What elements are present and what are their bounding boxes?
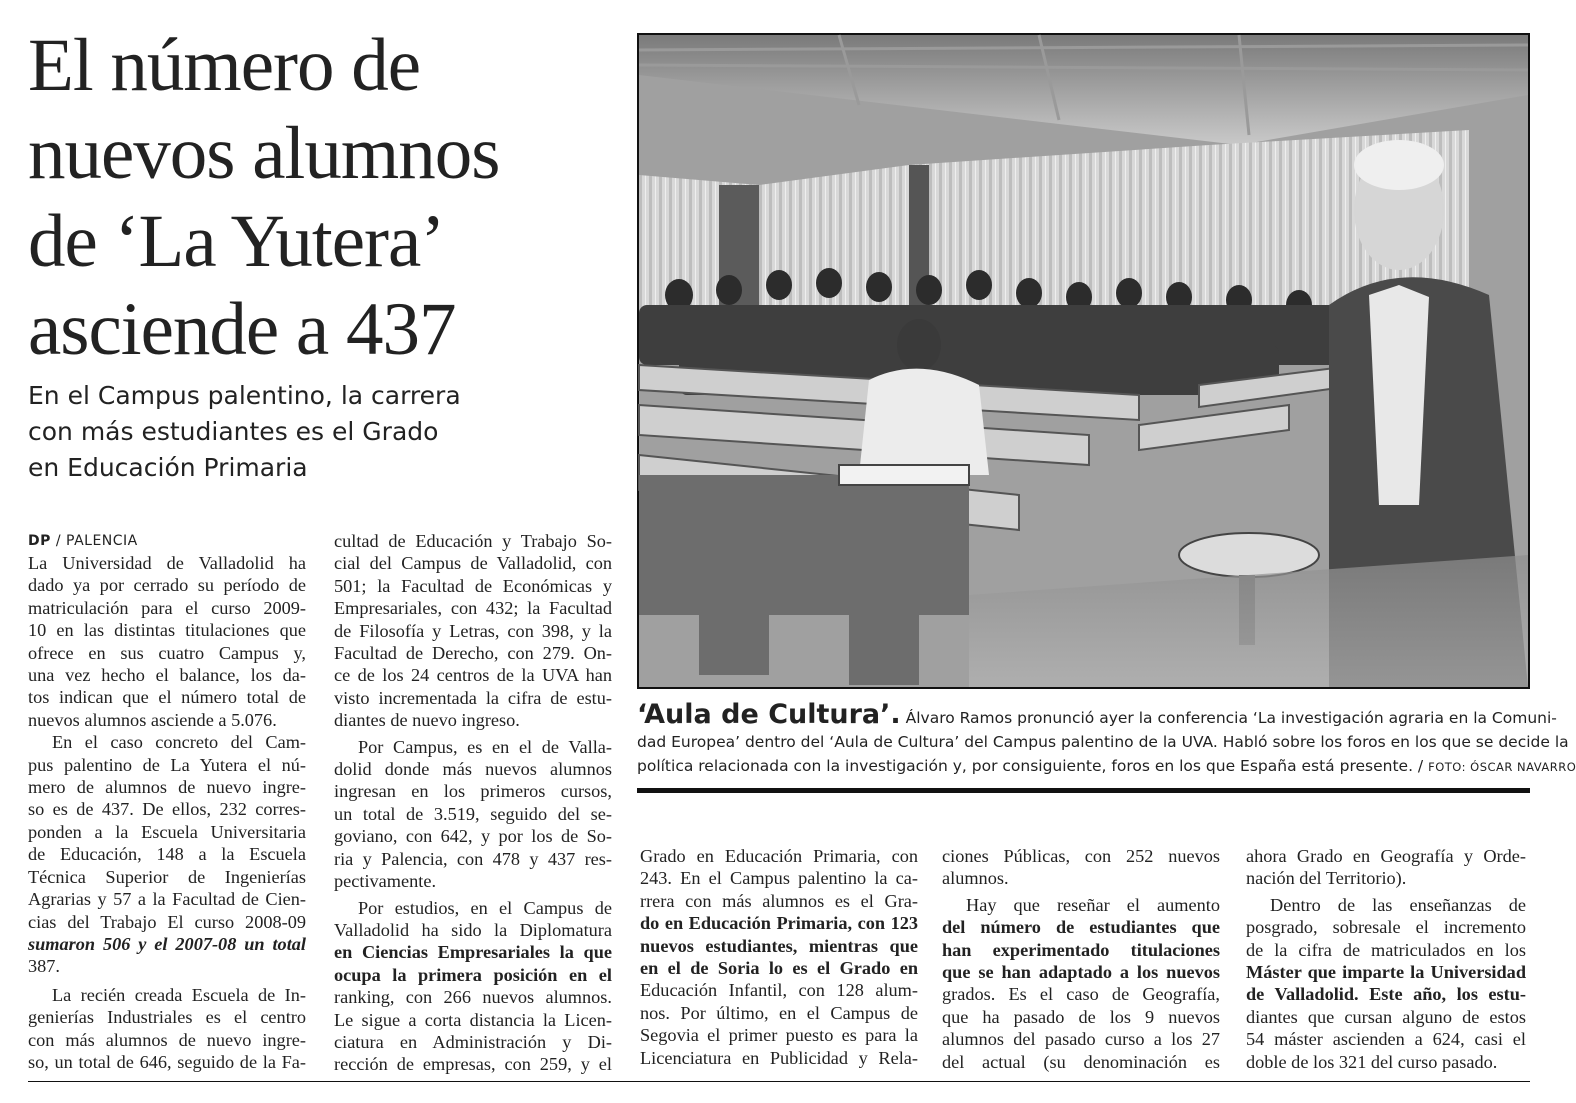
headline-line: de ‘La Yutera’ [28, 200, 445, 283]
byline [28, 530, 306, 552]
text-line: grados. Es el caso de Geografía, [942, 984, 1220, 1005]
article-column-4 [942, 845, 1220, 1073]
headline-line: asciende a 437 [28, 288, 456, 371]
text-line: La recién creada Escuela de In- [52, 984, 306, 1005]
text-line: un total de 3.519, seguido del se- [334, 803, 612, 824]
text-line: dolid donde más nuevos alumnos [334, 759, 612, 780]
text-line: posgrado, sobresale el incremento [1246, 917, 1526, 938]
subheadline-line: En el Campus palentino, la carrera [28, 381, 461, 410]
text-line: Técnica Superior de Ingenierías [28, 866, 306, 887]
text-line: La Universidad de Valladolid ha [28, 553, 306, 573]
text-line: nuevos alumnos asciende a 5.076. [28, 709, 277, 730]
text-line: so es de 437. De ellos, 232 corres- [28, 799, 306, 820]
text-line: visto incrementada la cifra de estu- [334, 687, 612, 708]
text-line: del número de estudiantes que [942, 917, 1220, 938]
text-line: Le sigue a corta distancia la Licen- [334, 1009, 612, 1030]
text-line: han experimentado titulaciones [942, 939, 1220, 960]
text-line: Educación Infantil, con 128 alum- [640, 980, 918, 1001]
text-line: doble de los 321 del curso pasado. [1246, 1051, 1498, 1072]
caption-divider [637, 788, 1530, 793]
text-line: del actual (su denominación es [942, 1051, 1220, 1072]
text-line: ofrece en sus cuatro Campus y, [28, 642, 306, 663]
text-line: una vez hecho el balance, los da- [28, 665, 306, 686]
text-line: ce de los 24 centros de la UVA han [334, 665, 612, 686]
text-line: Facultad de Derecho, con 279. On- [334, 643, 612, 664]
text-line: que ha pasado de los 9 nuevos [942, 1006, 1220, 1027]
text-line: cial del Campus de Valladolid, con [334, 553, 612, 574]
text-line: so, un total de 646, seguido de la Fa- [28, 1051, 306, 1072]
text-line: ciones Públicas, con 252 nuevos [942, 846, 1220, 866]
text-line: 10 en las distintas titulaciones que [28, 620, 306, 641]
text-line: Grado en Educación Primaria, con [640, 846, 918, 866]
subheadline [28, 378, 628, 486]
subheadline-line: con más estudiantes es el Grado [28, 417, 439, 446]
text-line: cias del Trabajo El curso 2008-09 [28, 911, 306, 932]
text-line: ciatura en Administración y Di- [334, 1031, 612, 1052]
text-line: Segovia el primer puesto es para la [640, 1025, 918, 1046]
text-line: cultad de Educación y Trabajo So- [334, 531, 612, 551]
text-line: Dentro de las enseñanzas de [1270, 894, 1526, 915]
text-line: 243. En el Campus palentino la ca- [640, 868, 918, 889]
caption-text: Álvaro Ramos pronunció ayer la conferencia ‘La investigación agraria en la Comuni- [905, 709, 1557, 727]
byline-agency: DP [28, 533, 51, 549]
text-line: de Educación, 148 a la Escuela [28, 844, 306, 865]
headline [28, 22, 628, 374]
text-line: 54 máster ascienden a 624, casi el [1246, 1029, 1526, 1050]
classroom-photo-illustration [639, 35, 1528, 687]
caption-text: política relacionada con la investigación y, por consiguiente, foros en los que España está presente. [637, 757, 1413, 775]
text-line: diantes de nuevo ingreso. [334, 710, 520, 731]
text-line: sumaron 506 y el 2007-08 un total [28, 933, 306, 954]
text-line: Por Campus, es en el de Valla- [358, 736, 612, 757]
article-column-2 [334, 530, 612, 1076]
text-line: Agrarias y 57 a la Facultad de Cien- [28, 889, 306, 910]
text-line: ingresan en los primeros cursos, [334, 781, 612, 802]
photo-caption [637, 699, 1576, 779]
byline-separator: / [50, 533, 67, 549]
text-line: Valladolid ha sido la Diplomatura [334, 919, 612, 940]
text-line: ahora Grado en Geografía y Orde- [1246, 846, 1526, 866]
text-line: que se han adaptado a los nuevos [942, 962, 1220, 983]
text-line: en el de Soria lo es el Grado en [640, 958, 918, 979]
caption-separator: / [1413, 757, 1429, 775]
text-line: genierías Industriales es el centro [28, 1007, 306, 1028]
text-line: nos. Por último, en el Campus de [640, 1002, 918, 1023]
caption-title: ‘Aula de Cultura’. [637, 699, 901, 730]
text-line: ria y Palencia, con 478 y 437 res- [334, 848, 612, 869]
text-line: de Filosofía y Letras, con 398, y la [334, 620, 612, 641]
byline-place: PALENCIA [66, 533, 138, 549]
text-line: En el caso concreto del Cam- [52, 732, 306, 753]
article-column-3 [640, 845, 918, 1069]
text-line: dado ya por cerrado su período de [28, 575, 306, 596]
text-line: Por estudios, en el Campus de [358, 897, 612, 918]
text-line: ponden a la Escuela Universitaria [28, 821, 306, 842]
text-line: pectivamente. [334, 871, 437, 892]
text-line: pus palentino de La Yutera el nú- [28, 754, 306, 775]
text-line: Máster que imparte la Universidad [1246, 962, 1526, 983]
caption-text: dad Europea’ dentro del ‘Aula de Cultura’ del Campus palentino de la UVA. Habló sobre los foros en los que se decide la [637, 733, 1569, 751]
classroom-photo [637, 33, 1530, 689]
text-line: matriculación para el curso 2009- [28, 597, 306, 618]
text-line: de la cifra de matriculados en los [1246, 939, 1526, 960]
text-line: mero de alumnos de nuevo ingre- [28, 777, 306, 798]
text-line: alumnos del pasado curso a los 27 [942, 1029, 1220, 1050]
text-line: rección de empresas, con 259, y el [334, 1054, 612, 1075]
text-line: do en Educación Primaria, con 123 [640, 913, 918, 934]
text-line: rrera con más alumnos es el Gra- [640, 890, 918, 911]
article-column-5 [1246, 845, 1526, 1073]
text-line: tos indican que el número total de [28, 687, 306, 708]
photo-credit: FOTO: ÓSCAR NAVARRO [1428, 760, 1576, 774]
text-line: diantes que cursan alguno de estos [1246, 1006, 1526, 1027]
text-line: con más alumnos de nuevo ingre- [28, 1029, 306, 1050]
text-line: nuevos estudiantes, mientras que [640, 935, 918, 956]
text-line: goviano, con 642, y por los de So- [334, 826, 612, 847]
text-line: ocupa la primera posición en el [334, 964, 612, 985]
text-line: nación del Territorio). [1246, 868, 1407, 889]
headline-line: El número de [28, 24, 421, 107]
text-line: ranking, con 266 nuevos alumnos. [334, 987, 612, 1008]
text-line: Hay que reseñar el aumento [966, 894, 1220, 915]
bottom-rule [28, 1081, 1530, 1082]
text-line: 387. [28, 956, 60, 977]
text-line: Licenciatura en Publicidad y Rela- [640, 1047, 918, 1068]
text-line: 501; la Facultad de Económicas y [334, 575, 612, 596]
headline-line: nuevos alumnos [28, 112, 500, 195]
subheadline-line: en Educación Primaria [28, 453, 308, 482]
text-line: en Ciencias Empresariales la que [334, 942, 612, 963]
text-line: alumnos. [942, 868, 1009, 889]
text-line: de Valladolid. Este año, los estu- [1246, 984, 1526, 1005]
text-line: Empresariales, con 432; la Facultad [334, 598, 612, 619]
article-column-1 [28, 530, 306, 1073]
